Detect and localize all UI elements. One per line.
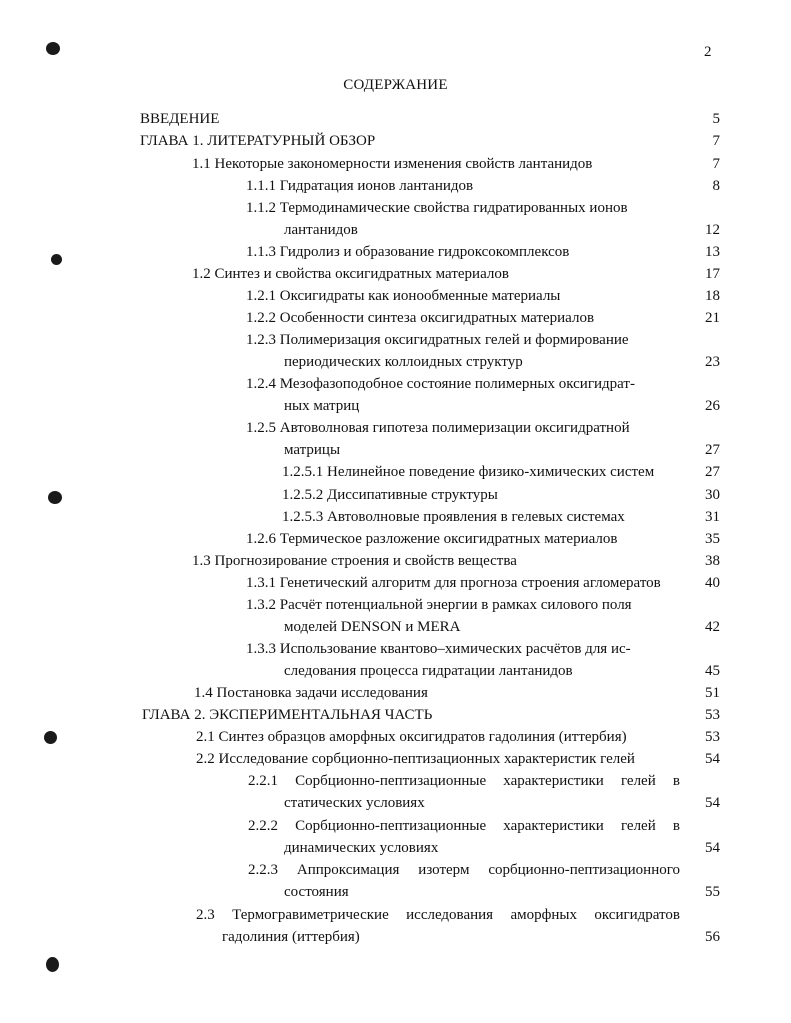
punch-hole-mark — [51, 254, 62, 265]
toc-entry-page: 53 — [705, 707, 720, 723]
punch-hole-mark — [46, 42, 60, 55]
toc-entry-continuation: статических условиях — [284, 795, 425, 811]
punch-hole-mark — [44, 731, 57, 744]
toc-entry-page: 12 — [705, 222, 720, 238]
toc-entry-continuation: ных матриц — [284, 398, 360, 414]
toc-entry-title: 2.2.1 Сорбционно-пептизационные характеристики гелей в — [248, 773, 680, 789]
toc-entry-page: 26 — [705, 398, 720, 414]
toc-entry-title: 1.2.5.2 Диссипативные структуры — [282, 487, 498, 503]
toc-entry-title: 1.2.2 Особенности синтеза оксигидратных материалов — [246, 310, 595, 326]
toc-entry-continuation: лантанидов — [284, 222, 358, 238]
toc-entry-page: 45 — [705, 663, 720, 679]
toc-entry-page: 8 — [712, 178, 720, 194]
toc-entry-page: 54 — [705, 751, 720, 767]
toc-entry-continuation: динамических условиях — [284, 840, 439, 856]
toc-entry-title: ГЛАВА 1. ЛИТЕРАТУРНЫЙ ОБЗОР — [140, 133, 376, 149]
toc-entry-title: ВВЕДЕНИЕ — [140, 111, 220, 127]
toc-entry-page: 38 — [705, 553, 720, 569]
toc-entry-title: 1.3 Прогнозирование строения и свойств вещества — [192, 553, 517, 569]
toc-entry-title: 2.2.3 Аппроксимация изотерм сорбционно-пептизационного — [248, 862, 680, 878]
toc-entry-continuation: гадолиния (иттербия) — [222, 929, 360, 945]
page-title: СОДЕРЖАНИЕ — [343, 77, 448, 93]
toc-entry-title: 1.2.3 Полимеризация оксигидратных гелей и формирование — [246, 332, 629, 348]
punch-hole-mark — [46, 957, 59, 972]
toc-entry-title: 1.2.6 Термическое разложение оксигидратных материалов — [246, 531, 618, 547]
toc-entry-title: 1.1.3 Гидролиз и образование гидроксокомплексов — [246, 244, 570, 260]
toc-entry-title: 1.4 Постановка задачи исследования — [194, 685, 428, 701]
toc-entry-continuation: следования процесса гидратации лантанидов — [284, 663, 573, 679]
toc-entry-title: 1.1.2 Термодинамические свойства гидратированных ионов — [246, 200, 628, 216]
toc-entry-title: 1.2 Синтез и свойства оксигидратных материалов — [192, 266, 509, 282]
toc-entry-continuation: состояния — [284, 884, 349, 900]
toc-entry-page: 5 — [712, 111, 720, 127]
punch-hole-mark — [48, 491, 62, 504]
toc-entry-title: 1.3.2 Расчёт потенциальной энергии в рамках силового поля — [246, 597, 632, 613]
toc-entry-page: 54 — [705, 840, 720, 856]
toc-entry-page: 53 — [705, 729, 720, 745]
toc-entry-title: ГЛАВА 2. ЭКСПЕРИМЕНТАЛЬНАЯ ЧАСТЬ — [142, 707, 433, 723]
toc-entry-page: 17 — [705, 266, 720, 282]
toc-entry-page: 23 — [705, 354, 720, 370]
toc-entry-page: 56 — [705, 929, 720, 945]
toc-entry-title: 2.1 Синтез образцов аморфных оксигидратов гадолиния (иттербия) — [196, 729, 627, 745]
toc-entry-title: 1.3.3 Использование квантово–химических расчётов для ис- — [246, 641, 631, 657]
toc-entry-page: 7 — [712, 156, 720, 172]
toc-entry-title: 1.1 Некоторые закономерности изменения свойств лантанидов — [192, 156, 593, 172]
toc-entry-page: 27 — [705, 442, 720, 458]
toc-entry-title: 1.2.4 Мезофазоподобное состояние полимерных оксигидрат- — [246, 376, 635, 392]
toc-entry-continuation: моделей DENSON и MERA — [284, 619, 461, 635]
toc-entry-title: 2.2 Исследование сорбционно-пептизационных характеристик гелей — [196, 751, 635, 767]
toc-entry-page: 54 — [705, 795, 720, 811]
toc-entry-page: 40 — [705, 575, 720, 591]
page-number: 2 — [704, 44, 712, 60]
toc-entry-title: 1.1.1 Гидратация ионов лантанидов — [246, 178, 474, 194]
toc-entry-page: 7 — [712, 133, 720, 149]
toc-entry-title: 1.2.5.1 Нелинейное поведение физико-химических систем — [282, 464, 655, 480]
toc-entry-page: 30 — [705, 487, 720, 503]
toc-entry-page: 13 — [705, 244, 720, 260]
toc-entry-page: 31 — [705, 509, 720, 525]
toc-entry-page: 55 — [705, 884, 720, 900]
toc-entry-title: 2.2.2 Сорбционно-пептизационные характеристики гелей в — [248, 818, 680, 834]
toc-entry-continuation: периодических коллоидных структур — [284, 354, 523, 370]
toc-entry-page: 51 — [705, 685, 720, 701]
toc-entry-page: 21 — [705, 310, 720, 326]
toc-entry-page: 27 — [705, 464, 720, 480]
toc-entry-continuation: матрицы — [284, 442, 341, 458]
toc-entry-title: 1.2.1 Оксигидраты как ионообменные материалы — [246, 288, 561, 304]
toc-entry-title: 1.2.5 Автоволновая гипотеза полимеризации оксигидратной — [246, 420, 630, 436]
toc-entry-page: 18 — [705, 288, 720, 304]
toc-entry-page: 35 — [705, 531, 720, 547]
toc-entry-title: 1.2.5.3 Автоволновые проявления в гелевых системах — [282, 509, 625, 525]
toc-entry-title: 1.3.1 Генетический алгоритм для прогноза строения агломератов — [246, 575, 661, 591]
toc-entry-title: 2.3 Термогравиметрические исследования аморфных оксигидратов — [196, 907, 680, 923]
toc-entry-page: 42 — [705, 619, 720, 635]
